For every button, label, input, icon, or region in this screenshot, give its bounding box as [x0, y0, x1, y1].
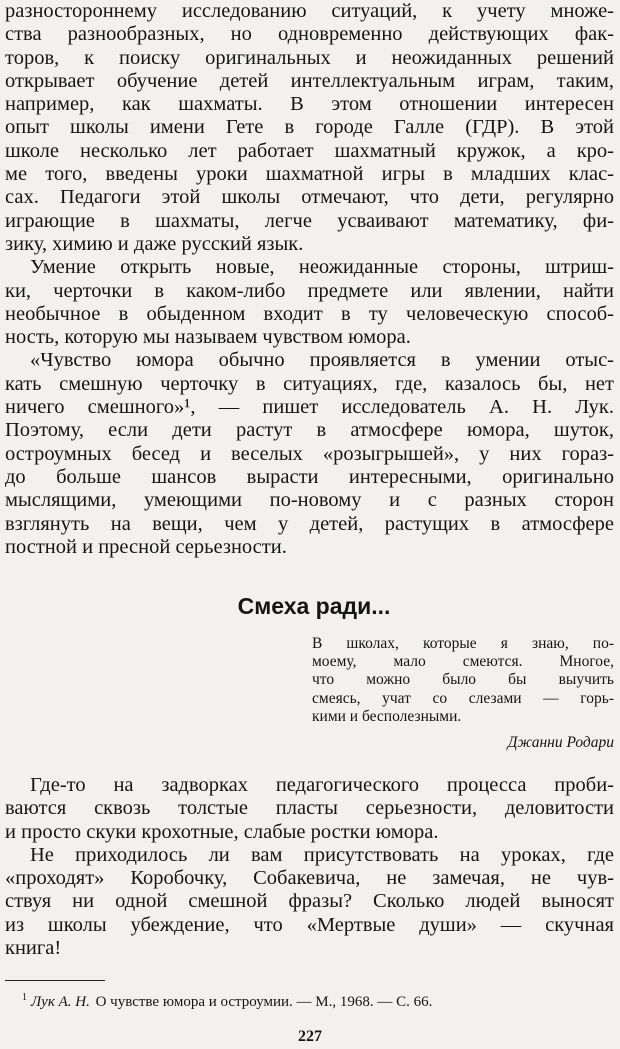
text-line: открывает обучение детей интеллектуальным играм, таким, [5, 69, 614, 92]
text-line: опыт школы имени Гете в городе Галле (ГДР). В этой [5, 116, 614, 139]
text-line: ме того, введены уроки шахматной игры в младших клас- [5, 163, 614, 186]
text-line: ваются сквозь толстые пласты серьезности, деловитости [5, 797, 614, 820]
epigraph-author: Джанни Родари [507, 734, 614, 751]
epigraph [312, 635, 614, 726]
footnote-author: Лук А. Н. [31, 994, 90, 1010]
text-line: взглянуть на вещи, чем у детей, растущих в атмосфере [5, 512, 614, 535]
text-line: мыслящими, умеющими по-новому и с разных сторон [5, 489, 614, 512]
text-line: «Чувство юмора обычно проявляется в умении отыс- [30, 349, 614, 372]
text-line: играющие в шахматы, легче усваивают математику, фи- [5, 209, 614, 232]
epigraph-line: смеясь, учат со слезами — горь- [312, 689, 614, 707]
text-line: школе несколько лет работает шахматный кружок, а кро- [5, 139, 614, 162]
footnote-marker: 1 [22, 992, 27, 1003]
text-line: остроумных бесед и веселых «розыгрышей», у них гораз- [5, 442, 614, 465]
text-line: торов, к поиску оригинальных и неожиданных решений [5, 46, 614, 69]
page-number: 227 [298, 1028, 322, 1045]
text-line: кать смешную черточку в ситуациях, где, казалось бы, нет [5, 372, 614, 395]
text-line: и просто скуки крохотные, слабые ростки юмора. [5, 820, 439, 843]
text-line: ничего смешного»¹, — пишет исследователь А. Н. Лук. [5, 396, 614, 419]
text-line: ства разнообразных, но одновременно действующих фак- [5, 23, 614, 46]
text-line: книга! [5, 937, 62, 960]
text-line: ки, черточки в каком-либо предмете или явлении, найти [5, 279, 614, 302]
body-text-bottom [5, 774, 614, 960]
section-heading-text: Смеха ради... [237, 593, 391, 619]
text-line: Не приходилось ли вам присутствовать на уроках, где [30, 843, 614, 866]
text-line: сах. Педагоги этой школы отмечают, что дети, регулярно [5, 186, 614, 209]
text-line: Поэтому, если дети растут в атмосфере юмора, шуток, [5, 419, 614, 442]
epigraph-line: кими и бесполезными. [312, 707, 462, 725]
text-line: до больше шансов вырасти интересными, оригинально [5, 465, 614, 488]
text-line: постной и пресной серьезности. [5, 535, 287, 558]
text-line: Где-то на задворках педагогического процесса проби- [30, 774, 614, 796]
epigraph-line: моему, мало смеются. Многое, [312, 653, 614, 671]
text-line: из школы убеждение, что «Мертвые души» — скучная [5, 913, 614, 936]
text-line: например, как шахматы. В этом отношении интересен [5, 93, 614, 116]
section-heading [0, 592, 620, 620]
text-line: необычное в обыденном входит в ту человеческую способ- [5, 302, 614, 325]
text-line: разностороннему исследованию ситуаций, к учету множе- [5, 0, 614, 22]
text-line: ность, которую мы называем чувством юмора. [5, 326, 411, 349]
epigraph-line: В школах, которые я знаю, по- [312, 635, 614, 652]
footnote [5, 988, 614, 1012]
text-line: зику, химию и даже русский язык. [5, 232, 304, 255]
text-line: «проходят» Коробочку, Собакевича, не замечая, не чув- [5, 867, 614, 890]
body-text-top [5, 0, 614, 559]
text-line: Умение открыть новые, неожиданные стороны, штриш- [30, 256, 614, 279]
epigraph-line: что можно было бы выучить [312, 671, 614, 689]
text-line: ствуя ни одной смешной фразы? Сколько людей выносят [5, 890, 614, 913]
footnote-text: О чувстве юмора и остроумии. — М., 1968. — С. 66. [95, 994, 433, 1010]
footnote-divider [5, 980, 105, 981]
